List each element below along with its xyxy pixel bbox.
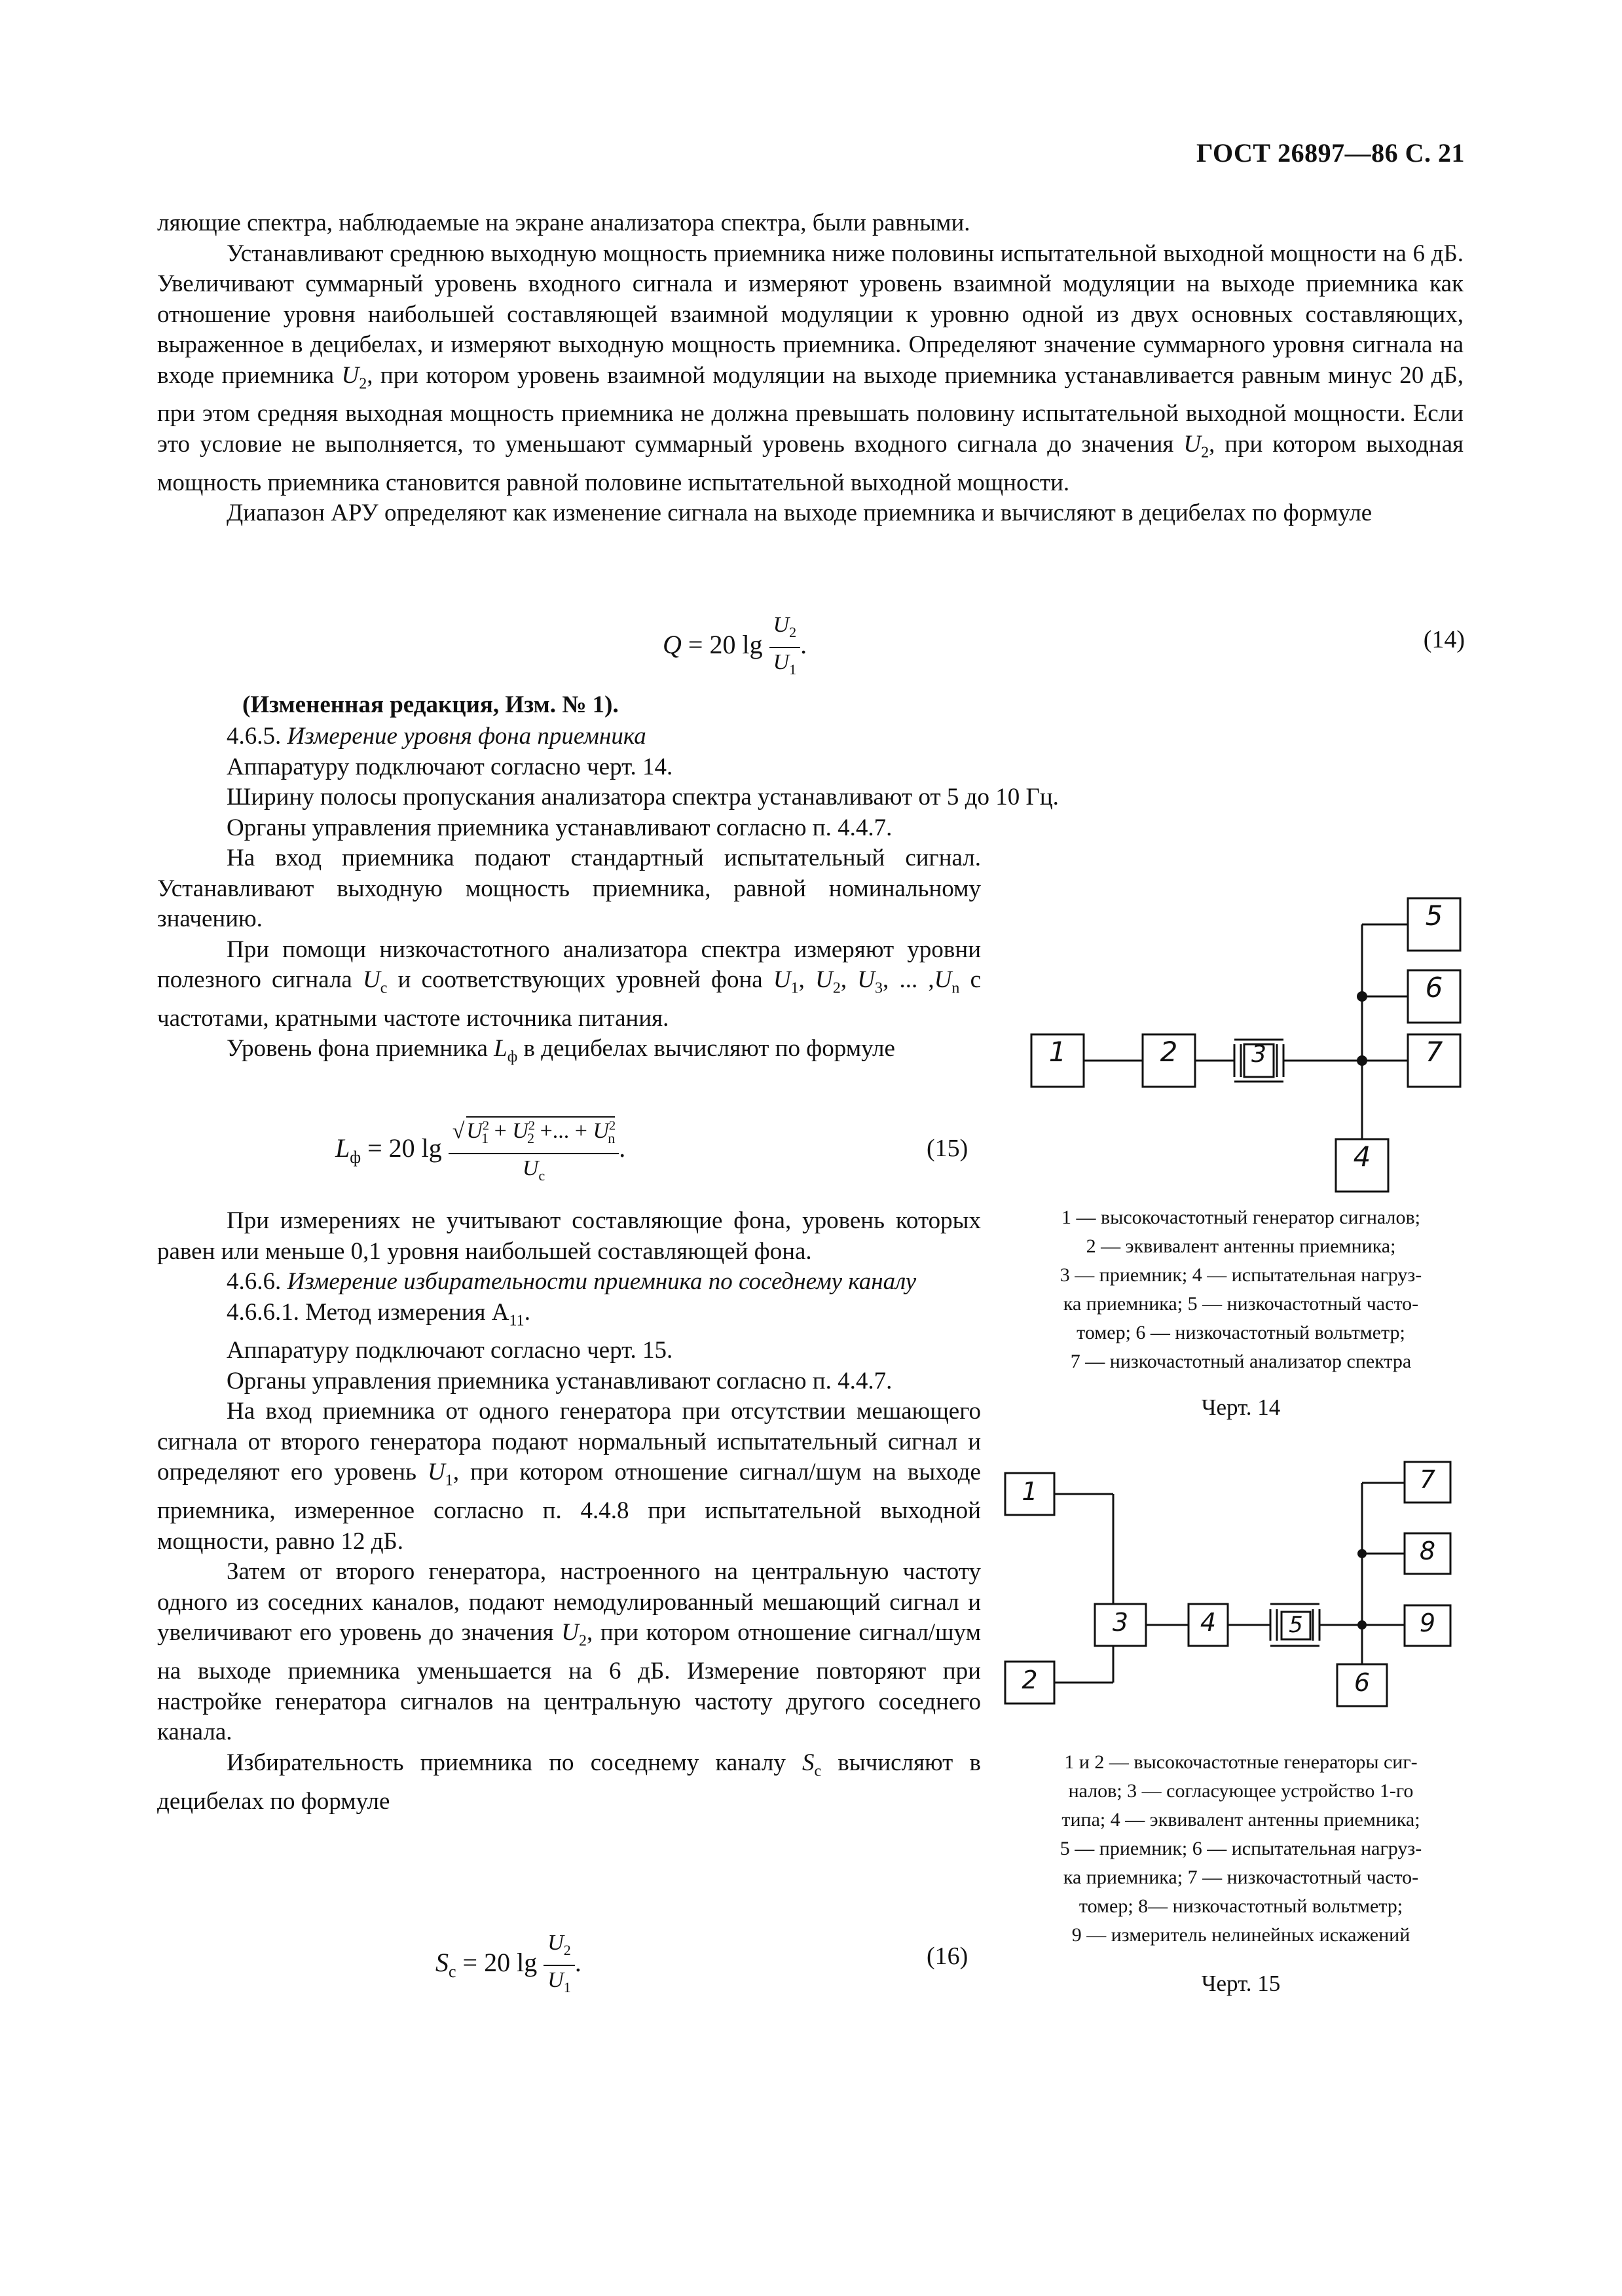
fig14-label-1: 1 xyxy=(1048,1036,1067,1068)
section-4-6-6-1: 4.6.6.1. Метод измерения $А_{11}$. xyxy=(227,1298,530,1329)
line-controls: Органы управления приемника устанавливают согласно п. 4.4.7. xyxy=(227,814,893,841)
section-4-6-5-heading: 4.6.5. Измерение уровня фона приемника xyxy=(227,723,646,750)
line-apparatus-15: Аппаратуру подключают согласно черт. 15. xyxy=(227,1337,673,1364)
fig15-label-8: 8 xyxy=(1419,1537,1436,1565)
formula-16: $S_с = 20$ lg $\frac{U_2}{U_1}$ . xyxy=(435,1931,581,1995)
equation-number-14: (14) xyxy=(1423,626,1465,653)
figure-14-caption: 1 — высокочастотный генератор сигналов; 2 — эквивалент антенны приемника; 3 — приемник; 4 — испытательная нагруз- ка приемника; 5 — низкочастотный часто- томер; 6 — низкочастотный вольтметр; 7 — низкочастотный анализатор спектра xyxy=(1060,1207,1422,1372)
section-4-6-5 xyxy=(227,721,1464,843)
formula-14: Q = 20 lg $\frac{U_2}{U_1}$ . xyxy=(663,613,807,678)
equation-number-15: (15) xyxy=(927,1135,968,1162)
edit-note: (Измененная редакция, Изм. № 1). xyxy=(242,691,619,718)
paragraph-1: ляющие спектра, наблюдаемые на экране анализатора спектра, были равными. xyxy=(157,210,970,236)
fig15-label-7: 7 xyxy=(1419,1465,1436,1494)
line-bandwidth: Ширину полосы пропускания анализатора спектра устанавливают от 5 до 10 Гц. xyxy=(227,784,1059,811)
paragraph-interfering: Затем от второго генератора, настроенного на центральную частоту одного из соседних каналов, подают немодулированный мешающий сигнал и увеличивают его уровень до значения $U_2$, при котором отношение сигнал/шум на выходе приемника уменьшается на 6 дБ. Измерение повторяют при настройке генератора сигналов на центральную частоту другого соседнего канала. xyxy=(157,1558,981,1746)
figure-14-title: Черт. 14 xyxy=(1201,1394,1281,1420)
fig15-label-6: 6 xyxy=(1354,1668,1371,1697)
fig14-label-4: 4 xyxy=(1353,1140,1371,1173)
fig15-label-3: 3 xyxy=(1112,1608,1129,1637)
fig15-label-1: 1 xyxy=(1022,1477,1038,1506)
left-column-b xyxy=(157,1206,981,1817)
fig15-label-2: 2 xyxy=(1022,1666,1038,1694)
line-apparatus-14: Аппаратуру подключают согласно черт. 14. xyxy=(227,753,673,780)
equation-number-16: (16) xyxy=(927,1942,968,1970)
fig15-label-5: 5 xyxy=(1289,1612,1303,1638)
paragraph-analyzer: При помощи низкочастотного анализатора спектра измеряют уровни полезного сигнала $U_с$ и соответствующих уровней фона $U_1$, $U_2$, $U_3$, ... $,U_n$ с частотами, кратными частоте источника питания. xyxy=(157,936,981,1032)
paragraph-hum-level: Уровень фона приемника $L_ф$ в децибелах вычисляют по формуле xyxy=(227,1035,895,1066)
paragraph-ignore: При измерениях не учитывают составляющие фона, уровень которых равен или меньше 0,1 уровня наибольшей составляющей фона. xyxy=(157,1207,981,1265)
fig14-label-2: 2 xyxy=(1160,1036,1178,1068)
paragraph-selectivity: Избирательность приемника по соседнему каналу $S_с$ вычисляют в децибелах по формуле xyxy=(157,1749,981,1815)
section-4-6-6-heading: 4.6.6. Измерение избирательности приемника по соседнему каналу xyxy=(227,1268,917,1295)
paragraph-normal-signal: На вход приемника от одного генератора при отсутствии мешающего сигнала от второго генератора подают нормальный испытательный сигнал и определяют его уровень $U_1$, при котором отношение сигнал/шум на выходе приемника, измеренное согласно п. 4.4.8 при испытательной выходной мощности, равно 12 дБ. xyxy=(157,1398,981,1555)
fig15-label-4: 4 xyxy=(1200,1608,1217,1637)
paragraph-3: Диапазон АРУ определяют как изменение сигнала на выходе приемника и вычисляют в децибелах по формуле xyxy=(227,500,1373,527)
formula-15: $L_ф = 20$ lg $\frac{√ U^2_1 + U^2_2 +... + U^2_n}{U_с}$ . xyxy=(335,1113,625,1189)
fig14-label-3: 3 xyxy=(1251,1041,1266,1068)
page-header: ГОСТ 26897—86 С. 21 xyxy=(1196,138,1465,168)
figure-15-title: Черт. 15 xyxy=(1201,1971,1281,1996)
paragraph-input: На вход приемника подают стандартный испытательный сигнал. Устанавливают выходную мощность приемника, равной номинальному значению. xyxy=(157,845,981,932)
left-column-a xyxy=(157,843,981,1072)
figure-15-caption: 1 и 2 — высокочастотные генераторы сиг- налов; 3 — согласующее устройство 1-го типа; 4 — эквивалент антенны приемника; 5 — приемник; 6 — испытательная нагруз- ка приемника; 7 — низкочастотный часто- томер; 8— низкочастотный вольтметр; 9 — измеритель нелинейных искажений xyxy=(1060,1751,1422,1946)
figure-15-diagram xyxy=(995,1460,1480,1722)
fig14-label-6: 6 xyxy=(1425,972,1443,1004)
body-text-top xyxy=(157,208,1464,529)
fig14-label-5: 5 xyxy=(1425,900,1443,932)
paragraph-2: Устанавливают среднюю выходную мощность приемника ниже половины испытательной выходной мощности на 6 дБ. Увеличивают суммарный уровень входного сигнала и измеряют уровень взаимной модуляции на выходе приемника как отношение уровня наибольшей составляющей взаимной модуляции к уровню одной из двух основных составляющих, выраженное в децибелах, и измеряют выходную мощность приемника. Определяют значение суммарного уровня сигнала на входе приемника $U_2$, при котором уровень взаимной модуляции на выходе приемника устанавливается равным минус 20 дБ, при этом средняя выходная мощность приемника не должна превышать половину испытательной выходной мощности. Если это условие не выполняется, то уменьшают суммарный уровень входного сигнала до значения $U_2$, при котором выходная мощность приемника становится равной половине испытательной выходной мощности. xyxy=(157,240,1464,496)
fig15-label-9: 9 xyxy=(1419,1609,1436,1637)
line-controls-2: Органы управления приемника устанавливают согласно п. 4.4.7. xyxy=(227,1367,893,1394)
fig14-label-7: 7 xyxy=(1425,1036,1443,1068)
